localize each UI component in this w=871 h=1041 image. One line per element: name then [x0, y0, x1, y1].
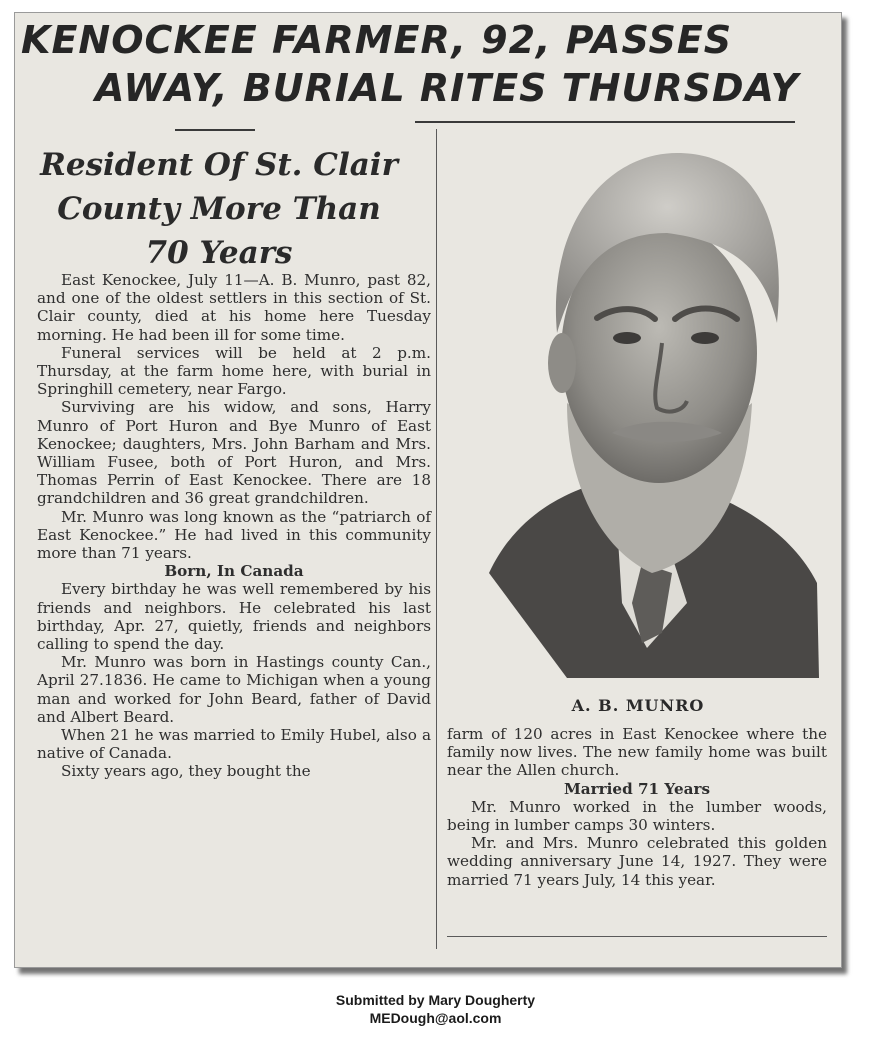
- section-subhead-born: Born, In Canada: [164, 562, 304, 581]
- article-paragraph: Mr. Munro worked in the lumber woods, being in lumber camps 30 winters.: [447, 797, 827, 835]
- article-paragraph: Every birthday he was well remembered by his friends and neighbors. He celebrated his last birthday, Apr. 27, quietly, friends and neighbors calling to spend the day.: [37, 580, 431, 654]
- portrait-photo: [447, 133, 829, 693]
- article-paragraph: East Kenockee, July 11—A. B. Munro, past 82, and one of the oldest settlers in this section of St. Clair county, died at his home here Tuesday morning. He had been ill for some time.: [37, 271, 431, 344]
- headline-line-1: KENOCKEE FARMER, 92, PASSES: [21, 18, 733, 62]
- credit-submitter: Submitted by Mary Dougherty: [335, 992, 536, 1008]
- subheadline: [23, 143, 415, 275]
- newspaper-clipping: [14, 12, 842, 968]
- article-paragraph: Mr. Munro was long known as the “patriarch of East Kenockee.” He had lived in this community more than 71 years.: [37, 507, 431, 563]
- subhead-rule: [175, 129, 255, 131]
- subhead-line-1: Resident Of St. Clair: [40, 147, 398, 183]
- column-divider: [436, 129, 437, 949]
- article-paragraph: farm of 120 acres in East Kenockee where the family now lives. The new family home was built near the Allen church.: [447, 725, 827, 780]
- article-paragraph: Surviving are his widow, and sons, Harry Munro of Port Huron and Bye Munro of East Kenockee; daughters, Mrs. John Barham and Mrs. William Fusee, both of Port Huron, and Mrs. Thomas Perrin of East Kenockee. There are 18 grandchildren and 36 great grandchildren.: [37, 398, 431, 508]
- subhead-line-2: County More Than: [57, 191, 381, 227]
- article-column-right: [447, 725, 827, 889]
- article-paragraph: Mr. Munro was born in Hastings county Can., April 27.1836. He came to Michigan when a young man and worked for John Beard, father of David and Albert Beard.: [37, 653, 431, 726]
- headline-rule: [415, 121, 795, 123]
- photo-caption: A. B. MUNRO: [571, 696, 705, 715]
- submission-credit: [0, 991, 871, 1027]
- article-paragraph: Mr. and Mrs. Munro celebrated this golden wedding anniversary June 14, 1927. They were married 71 years July, 14 this year.: [447, 834, 827, 889]
- credit-email: MEDough@aol.com: [369, 1010, 502, 1026]
- article-column-left: [37, 271, 431, 781]
- subhead-line-3: 70 Years: [145, 235, 293, 271]
- article-paragraph: Funeral services will be held at 2 p.m. Thursday, at the farm home here, with burial in Springhill cemetery, near Fargo.: [37, 343, 431, 399]
- portrait-eye-right: [691, 332, 719, 344]
- section-subhead-married: Married 71 Years: [564, 779, 710, 798]
- portrait-eye-left: [613, 332, 641, 344]
- headline-line-2: AWAY, BURIAL RITES THURSDAY: [95, 66, 800, 110]
- bottom-rule: [447, 936, 827, 937]
- article-paragraph: Sixty years ago, they bought the: [61, 762, 311, 781]
- portrait-ear: [548, 333, 576, 393]
- article-paragraph: When 21 he was married to Emily Hubel, also a native of Canada.: [37, 726, 431, 763]
